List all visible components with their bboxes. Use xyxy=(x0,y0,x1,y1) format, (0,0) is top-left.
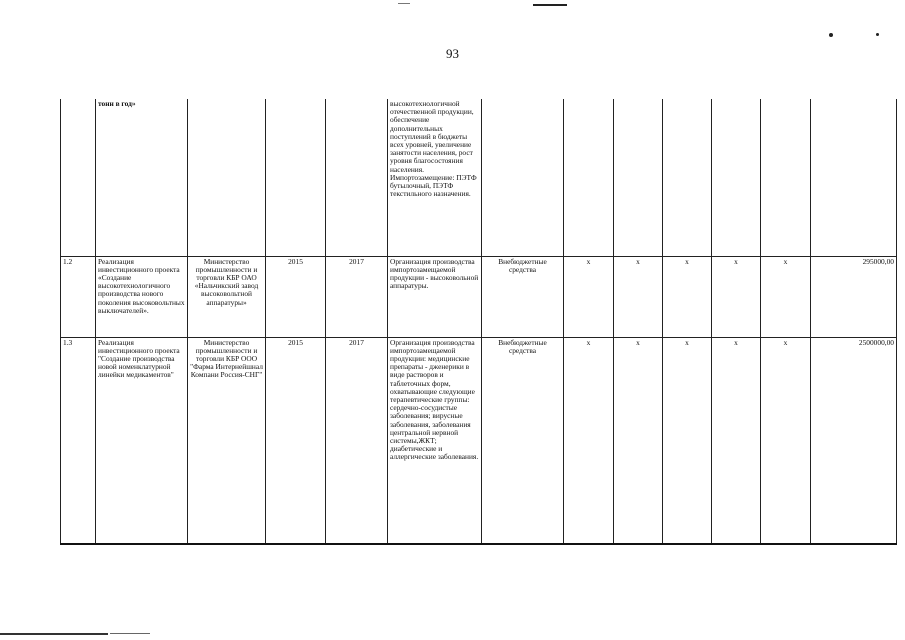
cell-x: x xyxy=(564,337,614,544)
cell-x xyxy=(564,99,614,256)
cell-end: 2017 xyxy=(326,256,388,337)
cell-x: x xyxy=(761,256,811,337)
scan-artifact xyxy=(876,33,879,36)
cell-num: 1.3 xyxy=(61,337,96,544)
table-row xyxy=(61,256,897,337)
cell-name: Реализация инвестиционного проекта «Создание высокотехнологичного производства нового поколения высоковольтных выключателей». xyxy=(96,256,188,337)
scan-artifact xyxy=(533,4,567,6)
cell-x: x xyxy=(614,337,663,544)
page-number: 93 xyxy=(446,46,459,61)
cell-end: 2017 xyxy=(326,337,388,544)
cell-x: x xyxy=(663,337,712,544)
cell-start xyxy=(266,99,326,256)
cell-name: тонн в год» xyxy=(96,99,188,256)
cell-executor: Министерство промышленности и торговли КБР ОАО «Нальчикский завод высоковольтной аппаратуры» xyxy=(188,256,266,337)
cell-start: 2015 xyxy=(266,337,326,544)
cell-name: Реализация инвестиционного проекта "Создание производства новой номенклатурной линейки медикаментов" xyxy=(96,337,188,544)
cell-executor: Министерство промышленности и торговли КБР ООО "Фарма Интернейшнал Компани Россия-СНГ" xyxy=(188,337,266,544)
cell-x: x xyxy=(712,256,761,337)
cell-total: 2500000,00 xyxy=(811,337,897,544)
cell-x: x xyxy=(663,256,712,337)
cell-x xyxy=(614,99,663,256)
cell-x xyxy=(761,99,811,256)
cell-executor xyxy=(188,99,266,256)
cell-source xyxy=(482,99,564,256)
cell-x xyxy=(663,99,712,256)
cell-result: Организация производства импортозамещаемой продукции - высоковольной аппаратуры. xyxy=(388,256,482,337)
cell-x: x xyxy=(564,256,614,337)
scan-artifact xyxy=(829,33,833,37)
table-row xyxy=(61,337,897,544)
scan-artifact xyxy=(110,633,150,634)
cell-x: x xyxy=(614,256,663,337)
cell-x: x xyxy=(761,337,811,544)
cell-total: 295000,00 xyxy=(811,256,897,337)
cell-start: 2015 xyxy=(266,256,326,337)
cell-source: Внебюджетные средства xyxy=(482,337,564,544)
scan-artifact xyxy=(398,3,410,4)
cell-total xyxy=(811,99,897,256)
program-table xyxy=(60,99,897,545)
cell-x: x xyxy=(712,337,761,544)
cell-end xyxy=(326,99,388,256)
scan-artifact xyxy=(0,633,108,635)
cell-num: 1.2 xyxy=(61,256,96,337)
cell-x xyxy=(712,99,761,256)
cell-result: высокотехнологичной отечественной продукции, обеспечение дополнительных поступлений в бюджеты всех уровней, увеличение занятости населения, рост уровня благосостояния населения. Импортозамещение: ПЭТФ бутылочный, ПЭТФ текстильного назначения. xyxy=(388,99,482,256)
cell-source: Внебюджетные средства xyxy=(482,256,564,337)
table-row xyxy=(61,99,897,256)
cell-num xyxy=(61,99,96,256)
cell-result: Организация производства импортозамещаемой продукции: медицинские препараты - дженерики в виде растворов и таблеточных форм, охватывающие следующие терапевтические группы: сердечно-сосудистые заболевания; вирусные заболевания, заболевания центральной нервной системы,ЖКТ; диабетические и аллергические заболевания. xyxy=(388,337,482,544)
